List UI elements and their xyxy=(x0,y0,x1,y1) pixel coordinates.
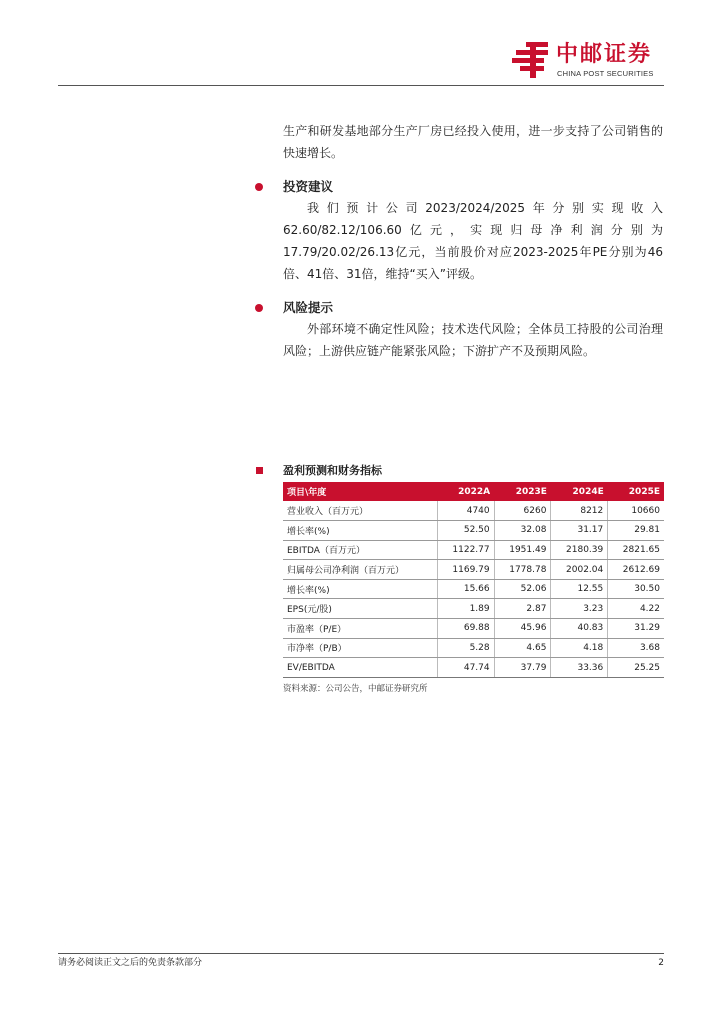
table-cell: 4.65 xyxy=(494,638,551,658)
table-cell: 8212 xyxy=(551,501,608,521)
section-title-text: 投资建议 xyxy=(283,179,334,194)
table-header-cell: 2022A xyxy=(437,482,494,501)
financial-table-block xyxy=(283,463,664,695)
table-cell: 52.50 xyxy=(437,521,494,541)
table-cell: 1951.49 xyxy=(494,540,551,560)
table-row xyxy=(283,540,664,560)
header-divider xyxy=(58,85,664,86)
brand-name-en: CHINA POST SECURITIES xyxy=(557,69,654,78)
table-cell: 3.68 xyxy=(608,638,664,658)
table-cell: 40.83 xyxy=(551,619,608,639)
table-cell: 4.22 xyxy=(608,599,664,619)
table-cell: 6260 xyxy=(494,501,551,521)
table-row xyxy=(283,579,664,599)
table-cell: 30.50 xyxy=(608,579,664,599)
table-cell: EBITDA（百万元） xyxy=(283,540,437,560)
table-cell: 1.89 xyxy=(437,599,494,619)
table-cell: 37.79 xyxy=(494,658,551,678)
risk-paragraph: 外部环境不确定性风险；技术迭代风险；全体员工持股的公司治理风险；上游供应链产能紧张风险；下游扩产不及预期风险。 xyxy=(283,322,663,358)
table-row xyxy=(283,638,664,658)
bullet-dot-icon xyxy=(255,183,263,191)
table-source: 资料来源：公司公告，中邮证券研究所 xyxy=(283,683,428,694)
table-cell: 1122.77 xyxy=(437,540,494,560)
section-title-text: 风险提示 xyxy=(283,300,334,315)
table-header-cell: 2025E xyxy=(608,482,664,501)
table-cell: 4.18 xyxy=(551,638,608,658)
financial-table xyxy=(283,482,664,678)
table-cell: 2180.39 xyxy=(551,540,608,560)
table-cell: 32.08 xyxy=(494,521,551,541)
table-row xyxy=(283,501,664,521)
table-cell: 1778.78 xyxy=(494,560,551,580)
footer-divider xyxy=(58,953,664,954)
table-cell: 33.36 xyxy=(551,658,608,678)
main-content xyxy=(283,120,663,362)
table-cell: 10660 xyxy=(608,501,664,521)
table-cell: 归属母公司净利润（百万元） xyxy=(283,560,437,580)
table-header-row xyxy=(283,482,664,501)
table-cell: 2.87 xyxy=(494,599,551,619)
table-header-cell: 2023E xyxy=(494,482,551,501)
square-bullet-icon xyxy=(256,467,263,474)
table-cell: 3.23 xyxy=(551,599,608,619)
page-number: 2 xyxy=(658,958,664,968)
table-header-cell: 项目\年度 xyxy=(283,482,437,501)
bullet-dot-icon xyxy=(255,304,263,312)
table-title-text: 盈利预测和财务指标 xyxy=(283,464,382,477)
table-row xyxy=(283,560,664,580)
section-title-investment xyxy=(255,177,663,197)
table-cell: 12.55 xyxy=(551,579,608,599)
table-cell: EPS(元/股) xyxy=(283,599,437,619)
table-row xyxy=(283,599,664,619)
table-cell: 市盈率（P/E） xyxy=(283,619,437,639)
table-cell: 25.25 xyxy=(608,658,664,678)
footer-disclaimer: 请务必阅读正文之后的免责条款部分 xyxy=(58,958,203,968)
table-row xyxy=(283,521,664,541)
table-cell: 47.74 xyxy=(437,658,494,678)
table-cell: 2002.04 xyxy=(551,560,608,580)
table-cell: 69.88 xyxy=(437,619,494,639)
table-cell: 4740 xyxy=(437,501,494,521)
table-row xyxy=(283,619,664,639)
table-cell: 5.28 xyxy=(437,638,494,658)
table-title xyxy=(256,463,664,479)
table-cell: 市净率（P/B） xyxy=(283,638,437,658)
table-cell: 31.17 xyxy=(551,521,608,541)
intro-paragraph: 生产和研发基地部分生产厂房已经投入使用，进一步支持了公司销售的快速增长。 xyxy=(283,124,663,160)
section-title-risk xyxy=(255,298,663,318)
table-cell: 31.29 xyxy=(608,619,664,639)
table-cell: 增长率(%) xyxy=(283,521,437,541)
table-row xyxy=(283,658,664,678)
table-cell: 2821.65 xyxy=(608,540,664,560)
investment-paragraph: 我们预计公司2023/2024/2025年分别实现收入62.60/82.12/106.60亿元，实现归母净利润分别为17.79/20.02/26.13亿元，当前股价对应2023-2025年PE分别为46倍、41倍、31倍，维持“买入”评级。 xyxy=(283,201,663,281)
table-cell: 营业收入（百万元） xyxy=(283,501,437,521)
table-cell: 29.81 xyxy=(608,521,664,541)
brand-name-cn: 中邮证券 xyxy=(556,42,653,67)
table-cell: 52.06 xyxy=(494,579,551,599)
table-cell: 15.66 xyxy=(437,579,494,599)
table-header-cell: 2024E xyxy=(551,482,608,501)
table-cell: 1169.79 xyxy=(437,560,494,580)
table-cell: 增长率(%) xyxy=(283,579,437,599)
china-post-logo-icon xyxy=(512,40,552,80)
table-cell: 2612.69 xyxy=(608,560,664,580)
table-cell: 45.96 xyxy=(494,619,551,639)
table-cell: EV/EBITDA xyxy=(283,658,437,678)
page-header xyxy=(0,0,724,88)
